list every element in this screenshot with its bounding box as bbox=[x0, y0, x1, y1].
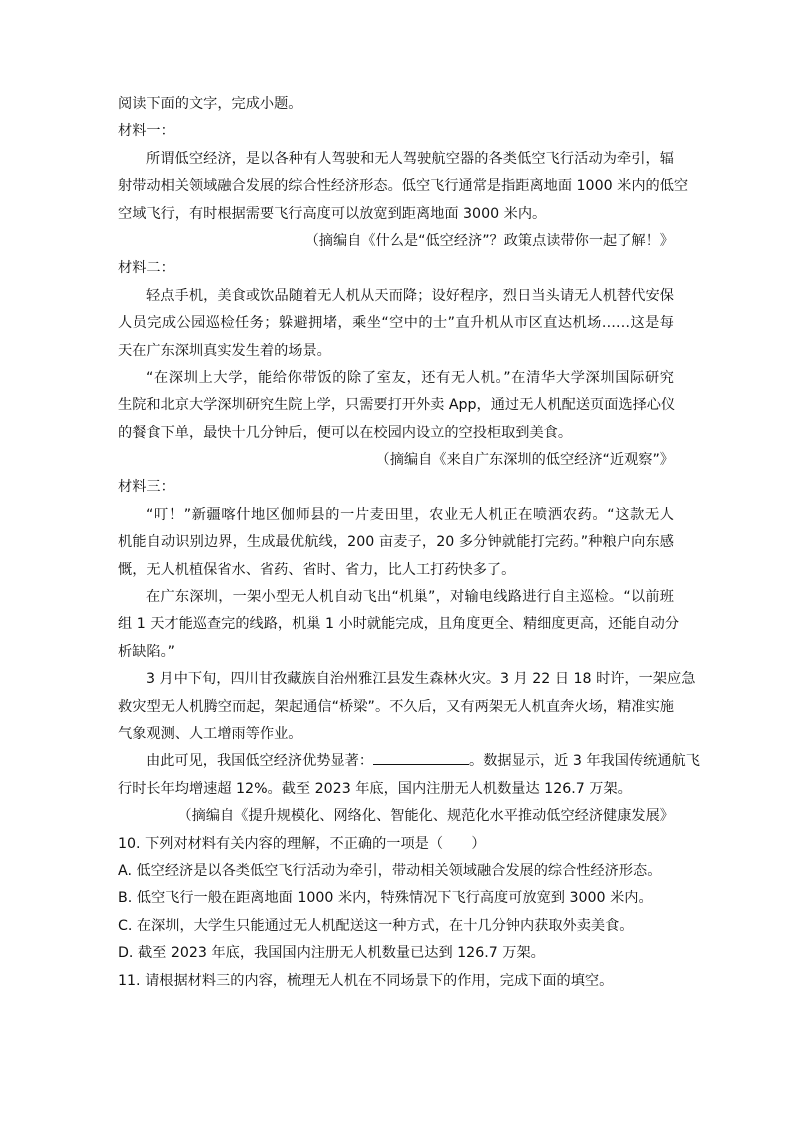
material-3-label: 材料三： bbox=[118, 479, 175, 496]
material-2-line: “在深圳上大学，能给你带饭的除了室友，还有无人机。”在清华大学深圳国际研究 bbox=[146, 369, 674, 386]
question-10-stem: 10. 下列对材料有关内容的理解，不正确的一项是（ ） bbox=[118, 835, 486, 852]
material-3-line: 3 月中下旬，四川甘孜藏族自治州雅江县发生森林火灾。3 月 22 日 18 时许，一架应急 bbox=[146, 671, 696, 688]
question-10-option-b[interactable]: B. 低空飞行一般在距离地面 1000 米内，特殊情况下飞行高度可放宽到 3000 米内。 bbox=[118, 890, 653, 907]
fill-blank[interactable] bbox=[373, 750, 469, 765]
material-2-source: （摘编自《来自广东深圳的低空经济“近观察”》 bbox=[375, 452, 674, 469]
material-3-line: 救灾型无人机腾空而起，架起通信“桥梁”。不久后，又有两架无人机直奔火场，精准实施 bbox=[118, 698, 674, 715]
material-1-line: 空域飞行，有时根据需要飞行高度可以放宽到距离地面 3000 米内。 bbox=[118, 205, 547, 222]
material-1-source: （摘编自《什么是“低空经济”？政策点读带你一起了解！》 bbox=[304, 232, 674, 249]
blank-line-suffix: 。数据显示，近 3 年我国传统通航飞 bbox=[469, 753, 700, 770]
material-1-line: 射带动相关领域融合发展的综合性经济形态。低空飞行通常是指距离地面 1000 米内的低空 bbox=[118, 178, 689, 195]
material-3-line: 组 1 天才能巡查完的线路，机巢 1 小时就能完成，且角度更全、精细度更高，还能自动分 bbox=[118, 616, 680, 633]
material-2-line: 人员完成公园巡检任务；躲避拥堵，乘坐“空中的士”直升机从市区直达机场……这是每 bbox=[118, 315, 674, 332]
material-3-line: 行时长年均增速超 12%。截至 2023 年底，国内注册无人机数量达 126.7 万架。 bbox=[118, 780, 632, 797]
material-1-label: 材料一： bbox=[118, 123, 175, 140]
document-page bbox=[118, 91, 700, 995]
material-3-line: 慨，无人机植保省水、省药、省时、省力，比人工打药快多了。 bbox=[118, 561, 516, 578]
material-3-line: 气象观测、人工增雨等作业。 bbox=[118, 725, 303, 742]
blank-line-prefix: 由此可见，我国低空经济优势显著： bbox=[146, 753, 374, 770]
material-3-line: 机能自动识别边界，生成最优航线，200 亩麦子，20 多分钟就能打完药。”种粮户向东感 bbox=[118, 534, 674, 551]
material-1-line: 所谓低空经济，是以各种有人驾驶和无人驾驶航空器的各类低空飞行活动为牵引，辐 bbox=[146, 150, 674, 167]
material-2-line: 的餐食下单，最快十几分钟后，便可以在校园内设立的空投柜取到美食。 bbox=[118, 424, 573, 441]
question-11-stem: 11. 请根据材料三的内容，梳理无人机在不同场景下的作用，完成下面的填空。 bbox=[118, 972, 614, 989]
material-3-line: “叮！”新疆喀什地区伽师县的一片麦田里，农业无人机正在喷洒农药。“这款无人 bbox=[146, 506, 674, 523]
material-2-line: 天在广东深圳真实发生着的场景。 bbox=[118, 342, 331, 359]
material-2-line: 轻点手机，美食或饮品随着无人机从天而降；设好程序，烈日当头请无人机替代安保 bbox=[146, 287, 674, 304]
material-2-label: 材料二： bbox=[118, 260, 175, 277]
intro-text: 阅读下面的文字，完成小题。 bbox=[118, 96, 303, 112]
question-10-option-c[interactable]: C. 在深圳，大学生只能通过无人机配送这一种方式，在十几分钟内获取外卖美食。 bbox=[118, 917, 634, 934]
material-3-blank-line bbox=[118, 748, 700, 775]
question-10-option-a[interactable]: A. 低空经济是以各类低空飞行活动为牵引，带动相关领域融合发展的综合性经济形态。 bbox=[118, 862, 662, 879]
question-10-option-d[interactable]: D. 截至 2023 年底，我国国内注册无人机数量已达到 126.7 万架。 bbox=[118, 945, 545, 962]
material-3-line: 析缺陷。” bbox=[118, 643, 176, 660]
material-2-line: 生院和北京大学深圳研究生院上学，只需要打开外卖 App，通过无人机配送页面选择心仪 bbox=[118, 397, 676, 414]
material-3-line: 在广东深圳，一架小型无人机自动飞出“机巢”，对输电线路进行自主巡检。“以前班 bbox=[146, 589, 674, 606]
material-3-source: （摘编自《提升规模化、网络化、智能化、规范化水平推动低空经济健康发展》 bbox=[177, 808, 674, 825]
